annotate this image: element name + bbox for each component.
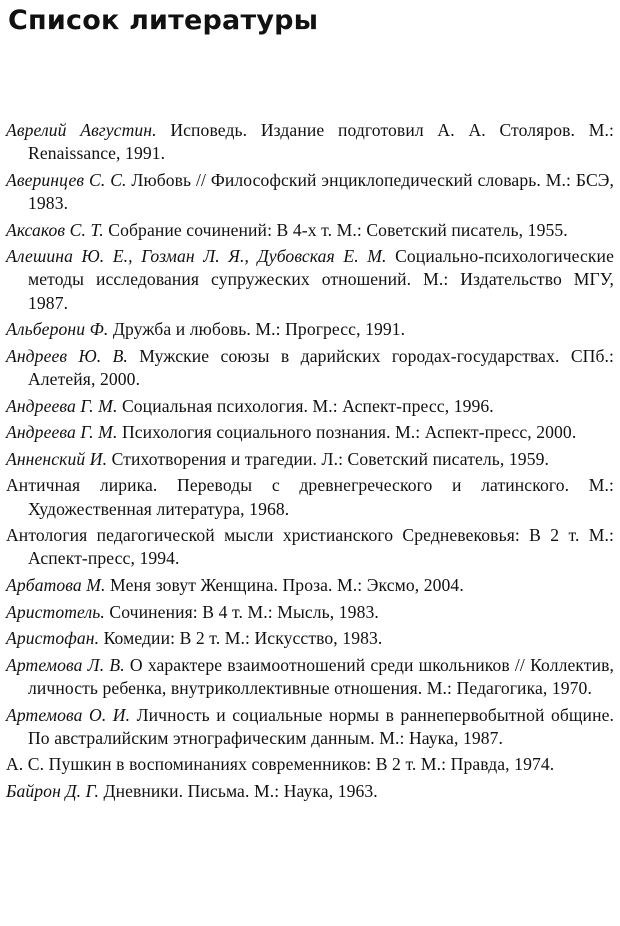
bibliography-entry: [6, 753, 614, 776]
entry-author: Аврелий Августин.: [6, 120, 157, 140]
entry-author: Андреева Г. М.: [6, 395, 118, 416]
bibliography-entry: [6, 704, 614, 750]
bibliography-entry: [6, 395, 614, 418]
entry-text: Антология педагогической мысли христианского Средневековья: В 2 т. М.: Аспект-пресс, 1994.: [6, 525, 614, 569]
bibliography-entry: [6, 654, 614, 700]
entry-author: Анненский И.: [6, 448, 108, 469]
entry-text: Мужские союзы в дарийских городах-государствах. СПб.: Алетейя, 2000.: [28, 345, 614, 389]
entry-text: Дневники. Письма. М.: Наука, 1963.: [98, 780, 378, 801]
bibliography-entry: [6, 169, 614, 215]
bibliography-entry: [6, 524, 614, 570]
bibliography-entry: [6, 780, 614, 803]
entry-text: Дружба и любовь. М.: Прогресс, 1991.: [108, 319, 406, 340]
entry-text: Собрание сочинений: В 4-х т. М.: Советский писатель, 1955.: [103, 219, 568, 240]
entry-author: Аристотель.: [6, 601, 105, 622]
bibliography-entry: [6, 345, 614, 391]
entry-author: Артемова Л. В.: [6, 654, 125, 675]
entry-author: Арбатова М.: [6, 574, 106, 595]
entry-text: Комедии: В 2 т. М.: Искусство, 1983.: [99, 628, 383, 649]
bibliography-entry: [6, 318, 614, 341]
entry-text: Социальная психология. М.: Аспект-пресс, 1996.: [117, 395, 494, 416]
entry-author: Алешина Ю. Е., Гозман Л. Я., Дубовская Е. М.: [6, 246, 387, 267]
entry-author: Андреев Ю. В.: [6, 345, 128, 366]
entry-author: Артемова О. И.: [6, 704, 131, 725]
entry-text: Сочинения: В 4 т. М.: Мысль, 1983.: [104, 601, 379, 622]
entry-text: Исповедь. Издание подготовил А. А. Столяров. М.: Renaissance, 1991.: [28, 120, 614, 164]
bibliography-entry: [6, 601, 614, 624]
bibliography-list: [6, 119, 614, 807]
entry-text: Психология социального познания. М.: Аспект-пресс, 2000.: [117, 422, 577, 443]
entry-author: Байрон Д. Г.: [6, 780, 99, 801]
entry-text: Стихотворения и трагедии. Л.: Советский писатель, 1959.: [107, 448, 549, 469]
entry-author: Аверинцев С. С.: [6, 169, 127, 190]
entry-author: Аристофан.: [6, 628, 100, 649]
entry-text: Античная лирика. Переводы с древнегреческого и латинского. М.: Художественная литература, 1968.: [6, 475, 614, 519]
entry-author: Андреева Г. М.: [6, 422, 118, 443]
entry-text: Любовь // Философский энциклопедический словарь. М.: БСЭ, 1983.: [28, 169, 614, 213]
entry-text: Личность и социальные нормы в раннепервобытной общине. По австралийским этнографическим данным. М.: Наука, 1987.: [28, 704, 614, 748]
bibliography-entry: [6, 627, 614, 650]
bibliography-entry: [6, 219, 614, 242]
entry-text: Социально-психологические методы исследования супружеских отношений. М.: Издательство МГУ, 1987.: [28, 246, 614, 313]
bibliography-entry: [6, 574, 614, 597]
entry-text: Меня зовут Женщина. Проза. М.: Эксмо, 2004.: [105, 574, 464, 595]
bibliography-entry: [6, 421, 614, 444]
entry-author: Аксаков С. Т.: [6, 219, 104, 240]
entry-text: О характере взаимоотношений среди школьников // Коллектив, личность ребенка, внутриколлективные отношения. М.: Педагогика, 1970.: [28, 654, 614, 698]
entry-author: Альберони Ф.: [6, 319, 109, 340]
bibliography-entry: [6, 245, 614, 315]
bibliography-entry: [6, 474, 614, 520]
entry-text: А. С. Пушкин в воспоминаниях современников: В 2 т. М.: Правда, 1974.: [6, 754, 555, 775]
bibliography-entry: [6, 119, 614, 165]
page-title: Список литературы: [8, 5, 319, 36]
bibliography-entry: [6, 448, 614, 471]
